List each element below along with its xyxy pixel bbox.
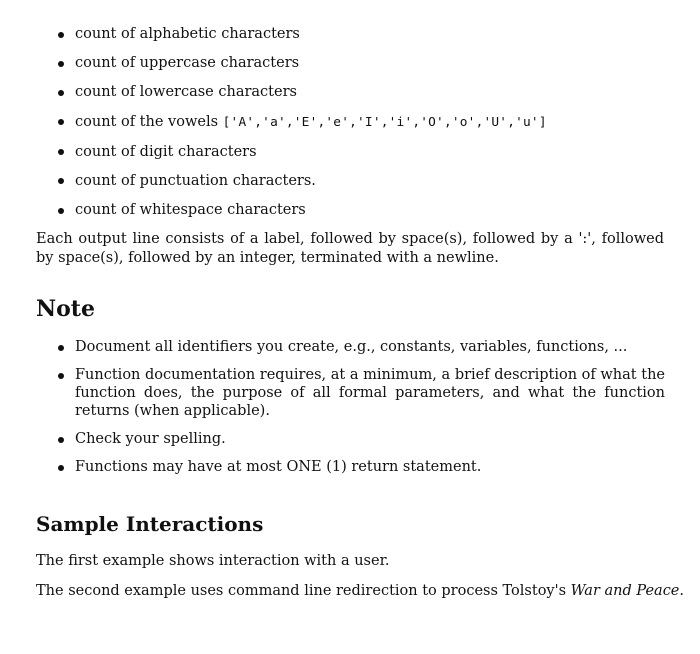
sample-paragraph-first: The first example shows interaction with a user. [36,553,390,569]
counts-list [75,25,675,230]
list-item-text: Document all identifiers you create, e.g., constants, variables, functions, ... [75,339,628,355]
list-item-text: Function documentation requires, at a minimum, a brief description of what the function does, the purpose of all formal parameters, and what the function returns (when applicable). [75,367,665,419]
list-item-text: Functions may have at most ONE (1) return statement. [75,459,482,475]
bullet-icon [58,373,64,379]
bullet-icon [58,32,64,38]
list-item-text: count of uppercase characters [75,55,300,72]
bullet-icon [58,345,64,351]
note-heading: Note [36,296,95,322]
list-item-vowels [75,113,675,132]
bullet-icon [58,149,64,155]
list-item-text: count of alphabetic characters [75,26,300,42]
sample-interactions-heading: Sample Interactions [36,512,264,536]
bullet-icon [58,437,64,443]
list-item [75,172,675,190]
list-item [75,366,665,420]
output-format-paragraph: Each output line consists of a label, followed by space(s), followed by a ':', followed by space(s), followed by an integer, terminated with a newline. [36,231,664,266]
list-item [75,430,665,448]
list-item [75,83,675,101]
list-item [75,458,665,476]
bullet-icon [58,90,64,96]
list-item [75,201,675,219]
list-item [75,338,665,356]
list-item [75,54,675,72]
list-item [75,143,675,161]
sample-paragraph-second-end: . [679,583,685,599]
list-item [75,25,675,43]
note-list [75,338,665,486]
list-item-text: count of punctuation characters. [75,172,316,189]
bullet-icon [58,208,64,214]
sample-paragraph-second-text: The second example uses command line redirection to process Tolstoy's [36,583,567,599]
bullet-icon [58,61,64,67]
bullet-icon [58,178,64,184]
list-item-text: count of lowercase characters [75,84,297,101]
bullet-icon [58,119,64,125]
vowels-code: ['A','a','E','e','I','i','O','o','U','u'] [222,114,547,130]
vowels-label: count of the vowels [75,113,219,130]
book-title: War and Peace [570,583,680,599]
sample-paragraph-second [36,582,685,600]
list-item-text: Check your spelling. [75,431,226,447]
list-item-text: count of digit characters [75,143,257,160]
list-item-text: count of whitespace characters [75,202,306,219]
bullet-icon [58,465,64,471]
